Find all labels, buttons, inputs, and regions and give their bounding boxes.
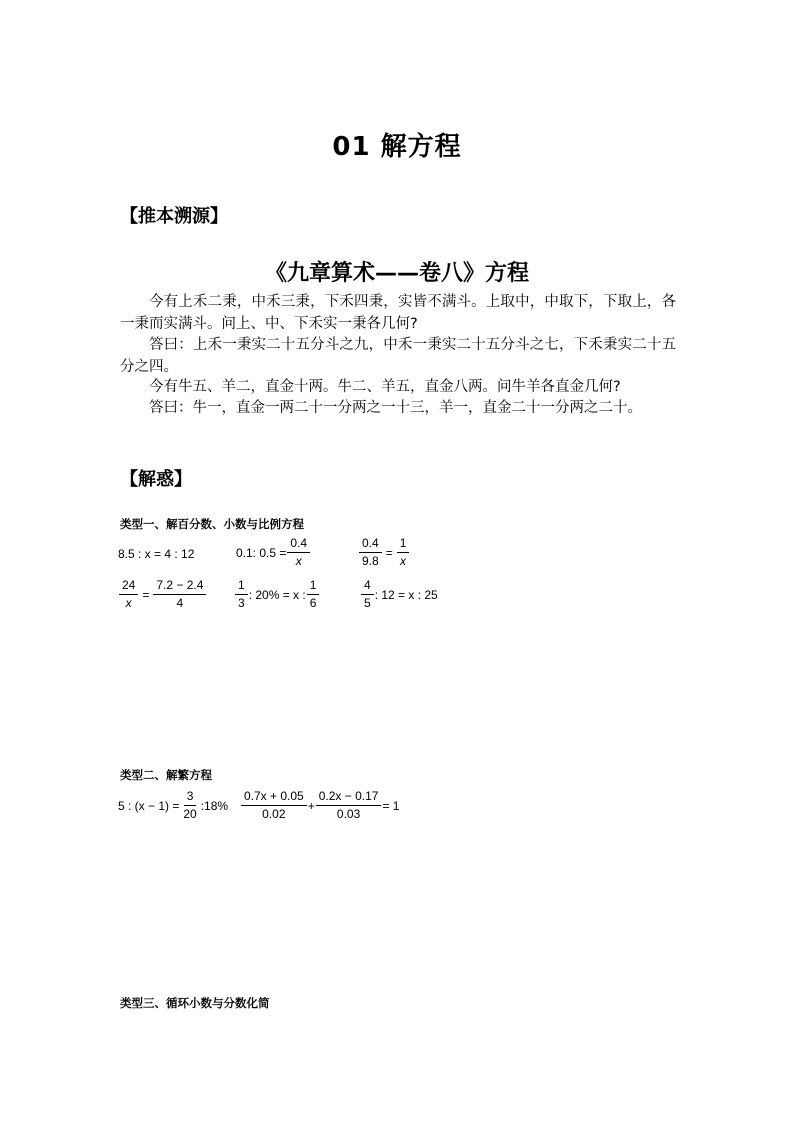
fraction	[397, 537, 410, 568]
numerator: 7.2 − 2.4	[153, 579, 206, 595]
equation-left: 5 : (x − 1) =	[118, 798, 180, 813]
numerator: 0.4	[359, 537, 382, 553]
denominator: 4	[176, 596, 184, 610]
paragraph-problem-2: 今有牛五、羊二，直金十两。牛二、羊五，直金八两。问牛羊各直金几何?	[149, 379, 621, 395]
denominator: x	[400, 554, 407, 568]
equation-3	[358, 537, 410, 568]
denominator: x	[295, 554, 302, 568]
fraction	[316, 790, 382, 821]
paragraph-problem-1: 今有上禾二秉，中禾三秉，下禾四秉，实皆不满斗。上取中，中取下，下取上，各一秉而实满斗。问上、中、下禾实一秉各几何?	[120, 294, 676, 332]
section-subtitle: 《九章算术——卷八》方程	[264, 261, 529, 286]
numerator: 0.7x + 0.05	[241, 790, 307, 806]
numerator: 1	[307, 579, 320, 595]
fraction	[119, 579, 138, 610]
denominator: 0.02	[262, 807, 286, 821]
equation-middle: : 12 = x : 25	[374, 587, 438, 602]
numerator: 24	[119, 579, 138, 595]
paragraph-answer-1: 答曰：上禾一秉实二十五分斗之九，中禾一秉实二十五分斗之七，下禾秉实二十五分之四。	[120, 337, 676, 375]
fraction	[241, 790, 307, 821]
type-3-heading: 类型三、循环小数与分数化简	[120, 996, 270, 1010]
numerator: 1	[235, 579, 248, 595]
equation-4	[118, 579, 207, 610]
denominator: x	[125, 596, 132, 610]
fraction	[307, 579, 320, 610]
type-2-heading: 类型二、解繁方程	[120, 768, 212, 782]
equation-5	[234, 579, 320, 610]
fraction	[180, 790, 199, 821]
numerator: 3	[184, 790, 197, 806]
equals-sign: =	[142, 587, 150, 602]
denominator: 5	[364, 596, 371, 610]
equation-2	[236, 537, 311, 568]
paragraph-answer-2: 答曰：牛一，直金一两二十一分两之一十三，羊一，直金二十一分两之二十。	[149, 400, 642, 416]
equation-right: = 1	[382, 798, 400, 813]
equation-1	[118, 547, 194, 561]
equation-text: 8.5 : x = 4 : 12	[118, 547, 195, 561]
equation-left: 0.1: 0.5 =	[236, 545, 287, 560]
fraction	[235, 579, 248, 610]
numerator: 0.4	[287, 537, 310, 553]
plus-sign: +	[307, 798, 315, 813]
page-title: 01 解方程	[332, 132, 462, 162]
section-heading-origin: 【推本溯源】	[120, 206, 228, 227]
equals-sign: =	[385, 545, 393, 560]
denominator: 9.8	[362, 554, 379, 568]
denominator: 3	[238, 596, 245, 610]
equation-right: :18%	[200, 798, 229, 813]
fraction	[153, 579, 206, 610]
denominator: 20	[183, 807, 197, 821]
equation-6	[360, 579, 438, 610]
numerator: 4	[361, 579, 374, 595]
equation-middle: : 20% = x :	[248, 587, 306, 602]
equation-7	[118, 790, 228, 821]
fraction	[359, 537, 382, 568]
section-heading-solve: 【解惑】	[120, 469, 192, 490]
denominator: 6	[309, 596, 317, 610]
numerator: 1	[397, 537, 410, 553]
fraction	[287, 537, 310, 568]
type-1-heading: 类型一、解百分数、小数与比例方程	[120, 517, 304, 531]
fraction	[361, 579, 374, 610]
equation-8	[240, 790, 399, 821]
numerator: 0.2x − 0.17	[316, 790, 382, 806]
denominator: 0.03	[336, 807, 361, 821]
